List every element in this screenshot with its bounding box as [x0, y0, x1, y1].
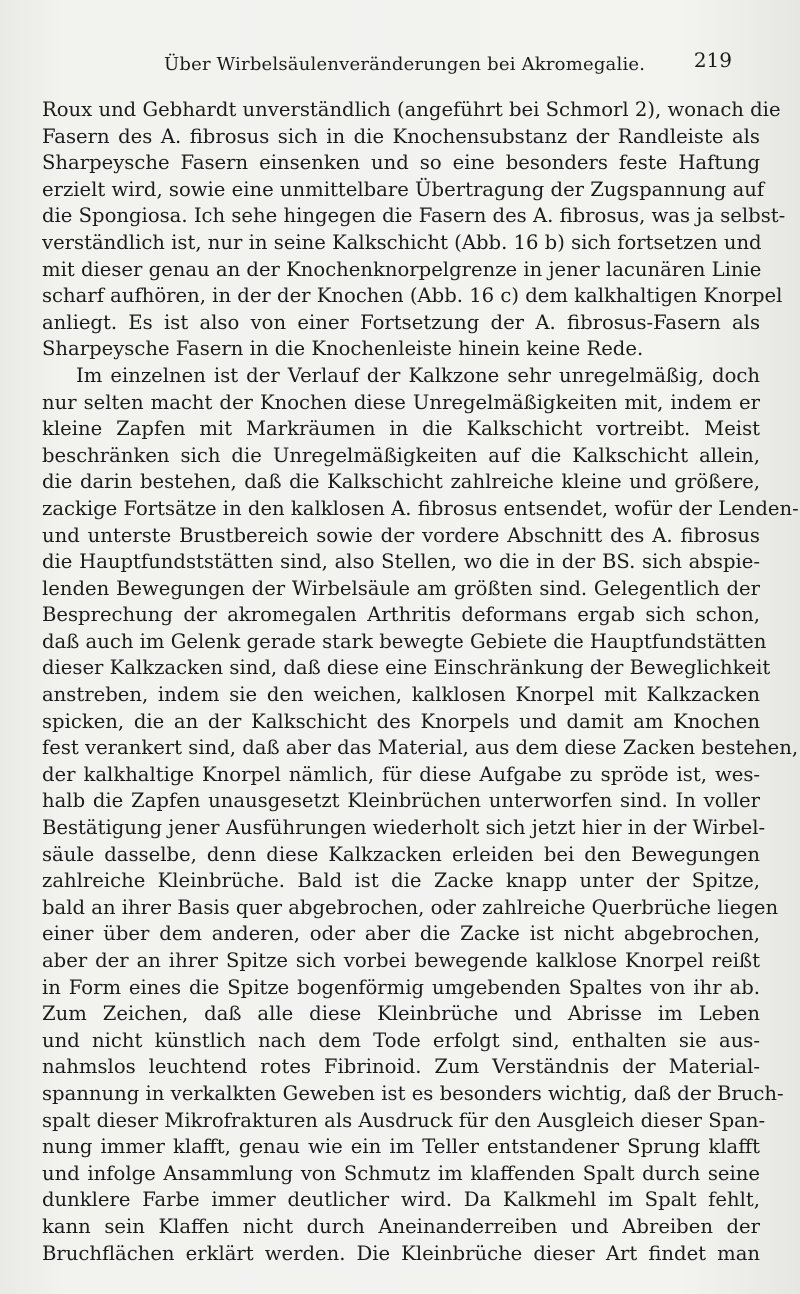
- text-line: zackige Fortsätze in den kalklosen A. fibrosus entsendet, wofür der Lenden-: [42, 496, 799, 520]
- text-line: spannung in verkalkten Geweben ist es besonders wichtig, daß der Bruch-: [42, 1081, 784, 1105]
- text-line: fest verankert sind, daß aber das Material, aus dem diese Zacken bestehen,: [42, 736, 799, 760]
- text-line: verständlich ist, nur in seine Kalkschicht (Abb. 16 b) sich fortsetzen und: [42, 230, 762, 254]
- text-line: Im einzelnen ist der Verlauf der Kalkzone sehr unregelmäßig, doch: [76, 363, 760, 387]
- text-line: nung immer klafft, genau wie ein im Teller entstandener Sprung klafft: [42, 1135, 760, 1159]
- text-line: anliegt. Es ist also von einer Fortsetzung der A. fibrosus-Fasern als: [42, 310, 760, 334]
- text-line: die Hauptfundststätten sind, also Stellen, wo die in der BS. sich abspie-: [42, 550, 760, 574]
- text-line: die Spongiosa. Ich sehe hingegen die Fasern des A. fibrosus, was ja selbst-: [42, 204, 786, 228]
- text-line: aber der an ihrer Spitze sich vorbei bewegende kalklose Knorpel reißt: [42, 949, 760, 972]
- text-line: lenden Bewegungen der Wirbelsäule am größten sind. Gelegentlich der: [42, 576, 760, 600]
- text-line: mit dieser genau an der Knochenknorpelgrenze in jener lacunären Linie: [42, 257, 762, 281]
- text-line: erzielt wird, sowie eine unmittelbare Übertragung der Zugspannung auf: [42, 177, 765, 201]
- text-line: und unterste Brustbereich sowie der vordere Abschnitt des A. fibrosus: [42, 523, 760, 547]
- text-line: Zum Zeichen, daß alle diese Kleinbrüche und Abrisse im Leben: [42, 1002, 760, 1026]
- text-line: halb die Zapfen unausgesetzt Kleinbrüchen unterworfen sind. In voller: [42, 789, 760, 813]
- text-line: und infolge Ansammlung von Schmutz im klaffenden Spalt durch seine: [42, 1161, 760, 1185]
- text-line: bald an ihrer Basis quer abgebrochen, oder zahlreiche Querbrüche liegen: [42, 895, 779, 919]
- text-line: in Form eines die Spitze bogenförmig umgebenden Spaltes von ihr ab.: [42, 975, 760, 999]
- text-line: daß auch im Gelenk gerade stark bewegte Gebiete die Hauptfundstätten: [42, 629, 767, 653]
- text-line: der kalkhaltige Knorpel nämlich, für diese Aufgabe zu spröde ist, wes-: [42, 762, 760, 786]
- text-line: Bestätigung jener Ausführungen wiederholt sich jetzt hier in der Wirbel-: [42, 816, 766, 840]
- body-text: [42, 97, 799, 1267]
- text-line: zahlreiche Kleinbrüche. Bald ist die Zacke knapp unter der Spitze,: [42, 869, 760, 893]
- text-line: spicken, die an der Kalkschicht des Knorpels und damit am Knochen: [42, 709, 760, 733]
- running-head: [42, 48, 750, 78]
- text-line: Bruchflächen erklärt werden. Die Kleinbrüche dieser Art findet man: [42, 1241, 760, 1265]
- text-line: anstreben, indem sie den weichen, kalklosen Knorpel mit Kalkzacken: [42, 683, 760, 707]
- text-line: Roux und Gebhardt unverständlich (angeführt bei Schmorl 2), wonach die: [42, 98, 781, 121]
- text-line: Sharpeysche Fasern in die Knochenleiste hinein keine Rede.: [42, 337, 644, 361]
- text-line: spalt dieser Mikrofrakturen als Ausdruck für den Ausgleich dieser Span-: [42, 1108, 766, 1132]
- text-line: dunklere Farbe immer deutlicher wird. Da Kalkmehl im Spalt fehlt,: [42, 1188, 760, 1212]
- text-line: und nicht künstlich nach dem Tode erfolgt sind, enthalten sie aus-: [42, 1028, 760, 1052]
- page-number: 219: [693, 48, 732, 72]
- text-line: kleine Zapfen mit Markräumen in die Kalkschicht vortreibt. Meist: [42, 417, 760, 441]
- text-line: Fasern des A. fibrosus sich in die Knochensubstanz der Randleiste als: [42, 124, 760, 148]
- text-line: Besprechung der akromegalen Arthritis deformans ergab sich schon,: [42, 603, 760, 627]
- text-line: die darin bestehen, daß die Kalkschicht zahlreiche kleine und größere,: [42, 470, 760, 494]
- running-title: Über Wirbelsäulenveränderungen bei Akromegalie.: [164, 54, 646, 75]
- text-line: nur selten macht der Knochen diese Unregelmäßigkeiten mit, indem er: [42, 390, 760, 414]
- text-line: beschränken sich die Unregelmäßigkeiten auf die Kalkschicht allein,: [42, 443, 760, 467]
- text-line: Sharpeysche Fasern einsenken und so eine besonders feste Haftung: [42, 151, 760, 175]
- text-line: nahmslos leuchtend rotes Fibrinoid. Zum Verständnis der Material-: [42, 1055, 760, 1079]
- text-line: scharf aufhören, in der der Knochen (Abb. 16 c) dem kalkhaltigen Knorpel: [42, 284, 783, 308]
- text-line: einer über dem anderen, oder aber die Zacke ist nicht abgebrochen,: [42, 922, 760, 946]
- text-line: kann sein Klaffen nicht durch Aneinanderreiben und Abreiben der: [42, 1214, 760, 1238]
- text-line: dieser Kalkzacken sind, daß diese eine Einschränkung der Beweglichkeit: [42, 656, 771, 680]
- text-line: säule dasselbe, denn diese Kalkzacken erleiden bei den Bewegungen: [42, 842, 760, 866]
